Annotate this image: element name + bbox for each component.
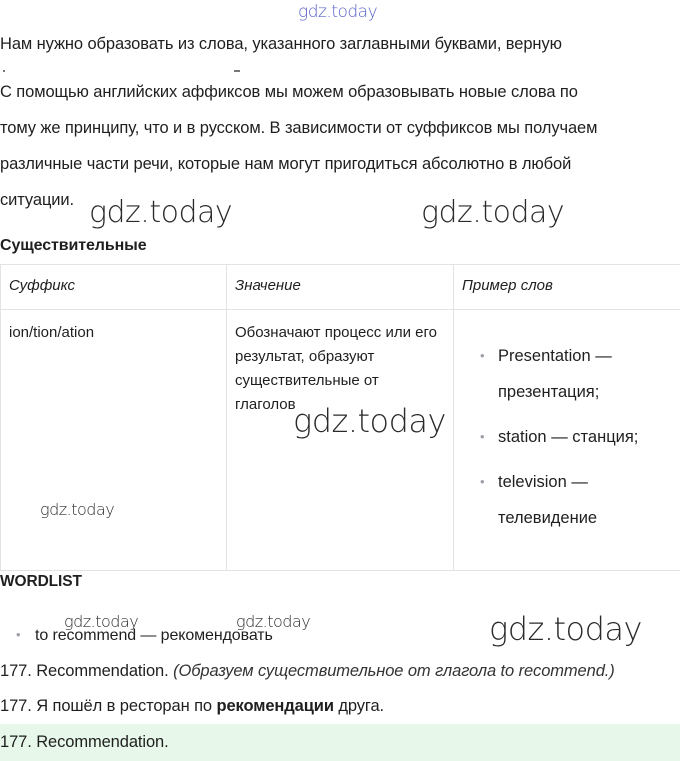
table-header-cell: Пример слов [454,265,680,310]
wordlist-item: • to recommend — рекомендовать [35,627,273,645]
watermark-top: gdz.today [298,2,378,22]
table-cell-meaning: Обозначают процесс или его результат, образуют существительные от глаголов [227,310,454,571]
watermark: gdz.today [64,612,139,631]
final-answer-box [0,724,680,761]
table-header-cell: Суффикс [1,265,227,310]
answer-highlight: рекомендации [216,697,334,715]
examples-list [454,310,680,536]
watermark: gdz.today [293,402,446,440]
watermark: gdz.today [40,500,115,519]
table-cell-suffix: ion/tion/ation [1,310,227,571]
answer-note: (Образуем существительное от глагола to recommend.) [173,662,615,680]
table-header-row [1,265,680,310]
list-item: • television — телевидение [498,464,680,536]
paragraph-line: С помощью английских аффиксов мы можем образовывать новые слова по [0,83,578,101]
paragraph-line: тому же принципу, что и в русском. В зависимости от суффиксов мы получаем [0,119,598,137]
list-item: • station — станция; [498,419,680,455]
table-header-cell: Значение [227,265,454,310]
watermark: gdz.today [236,612,311,631]
answer-line: 177. Я пошёл в ресторан по рекомендации друга. [0,697,385,715]
watermark: gdz.today [421,195,565,230]
intro-line: Нам нужно образовать из слова, указанного заглавными буквами, верную [0,35,562,53]
cut-off-text-mark [234,70,240,72]
answer-line: 177. Recommendation. (Образуем существительное от глагола to recommend.) [0,662,615,680]
watermark: gdz.today [89,195,233,230]
watermark: gdz.today [489,610,642,648]
final-answer: 177. Recommendation. [0,733,169,751]
section-title: Существительные [0,237,147,254]
table-row [1,310,680,571]
table-cell-examples [454,310,680,571]
cut-off-text-mark [3,70,5,72]
paragraph-line: различные части речи, которые нам могут пригодиться абсолютно в любой [0,155,572,173]
wordlist-title: WORDLIST [0,573,82,590]
paragraph-line: ситуации. [0,191,75,209]
list-item: • Presentation — презентация; [498,338,680,410]
